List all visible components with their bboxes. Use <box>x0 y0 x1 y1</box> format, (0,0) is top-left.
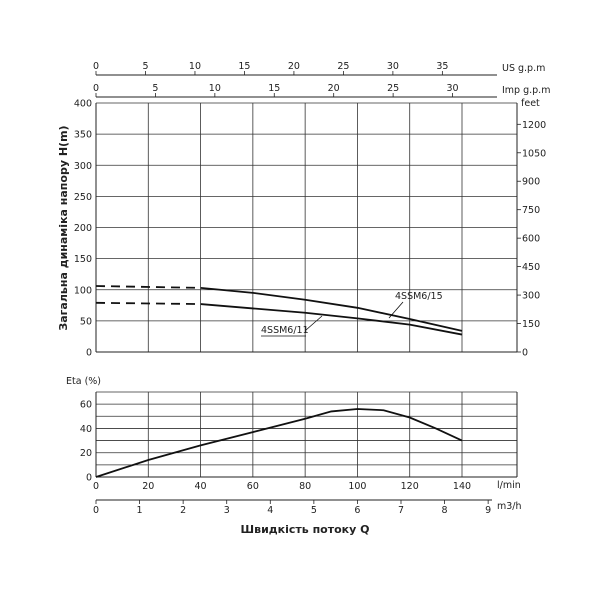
lmin-tick-label: 140 <box>452 481 472 492</box>
feet-tick-label: 1050 <box>522 148 547 160</box>
imp-gpm-tick-label: 30 <box>446 83 459 94</box>
us-gpm-tick-label: 35 <box>436 61 449 72</box>
imp-gpm-tick-label: 5 <box>152 83 159 94</box>
eta-tick-label: 40 <box>79 423 92 435</box>
m3h-tick-label: 2 <box>180 505 187 516</box>
lmin-tick-label: 100 <box>348 481 367 492</box>
m3h-tick-label: 7 <box>397 505 405 516</box>
head-tick-label: 200 <box>73 223 92 234</box>
lmin-tick-label: 0 <box>92 481 100 492</box>
eta-tick-label: 0 <box>85 472 92 484</box>
eta-tick-label: 20 <box>79 448 92 460</box>
lmin-tick-label: 80 <box>299 481 312 492</box>
bottom-axes <box>93 481 492 516</box>
feet-tick-label: 450 <box>522 262 541 274</box>
head-tick-label: 50 <box>79 316 92 328</box>
series-label: 4SSM6/11 <box>261 325 309 336</box>
us-gpm-tick-label: 5 <box>142 61 149 72</box>
head-tick-label: 100 <box>73 285 92 297</box>
head-tick-label: 0 <box>85 347 92 359</box>
us-gpm-tick-label: 10 <box>188 61 202 72</box>
imp-gpm-tick-label: 15 <box>268 83 281 94</box>
flow-axis-title: Швидкість потоку Q <box>240 523 370 536</box>
us-gpm-tick-label: 0 <box>92 61 100 72</box>
m3h-tick-label: 3 <box>223 505 230 516</box>
head-tick-label: 350 <box>73 129 92 141</box>
head-curve-dashed <box>96 303 201 304</box>
feet-tick-label: 150 <box>522 319 541 331</box>
imp-gpm-unit-label: Imp g.p.m <box>502 85 551 96</box>
lmin-tick-label: 20 <box>142 481 155 492</box>
head-axis-title: Загальна динаміка напору H(m) <box>57 125 70 331</box>
head-tick-label: 400 <box>73 98 92 110</box>
feet-tick-label: 600 <box>522 233 541 245</box>
imp-gpm-tick-label: 25 <box>387 83 400 94</box>
m3h-tick-label: 0 <box>92 505 100 516</box>
head-tick-label: 150 <box>73 254 92 266</box>
feet-tick-label: 750 <box>522 205 541 217</box>
m3h-tick-label: 9 <box>485 505 492 516</box>
m3h-tick-label: 8 <box>441 505 448 516</box>
imp-gpm-tick-label: 20 <box>327 83 340 94</box>
feet-unit-label: feet <box>521 98 540 109</box>
series-label: 4SSM6/15 <box>395 291 443 302</box>
m3h-tick-label: 5 <box>310 505 317 516</box>
us-gpm-tick-label: 25 <box>337 61 350 72</box>
feet-tick-label: 0 <box>522 347 529 359</box>
us-gpm-unit-label: US g.p.m <box>502 63 546 74</box>
imp-gpm-tick-label: 10 <box>208 83 221 94</box>
lmin-tick-label: 60 <box>246 481 259 492</box>
m3h-tick-label: 6 <box>354 505 361 516</box>
lmin-unit-label: l/min <box>497 480 521 491</box>
us-gpm-tick-label: 20 <box>287 61 300 72</box>
lmin-tick-label: 40 <box>194 481 207 492</box>
imp-gpm-tick-label: 0 <box>92 83 100 94</box>
m3h-unit-label: m3/h <box>497 501 522 512</box>
head-chart <box>74 99 546 359</box>
efficiency-axis-title: Eta (%) <box>66 376 102 387</box>
eta-tick-label: 60 <box>79 399 92 411</box>
us-gpm-tick-label: 30 <box>386 61 399 72</box>
m3h-tick-label: 1 <box>136 505 143 516</box>
head-tick-label: 250 <box>73 191 92 203</box>
top-axes <box>93 61 497 97</box>
us-gpm-tick-label: 15 <box>238 61 251 72</box>
efficiency-curve <box>96 409 462 477</box>
feet-tick-label: 1200 <box>522 119 547 131</box>
head-curve-dashed <box>96 286 201 288</box>
efficiency-chart <box>80 392 517 484</box>
m3h-tick-label: 4 <box>267 505 274 516</box>
head-curve <box>201 304 462 335</box>
lmin-tick-label: 120 <box>400 481 419 492</box>
series-leader-line <box>306 316 322 330</box>
feet-tick-label: 300 <box>522 290 541 302</box>
feet-tick-label: 900 <box>522 176 541 188</box>
head-tick-label: 300 <box>73 160 92 172</box>
